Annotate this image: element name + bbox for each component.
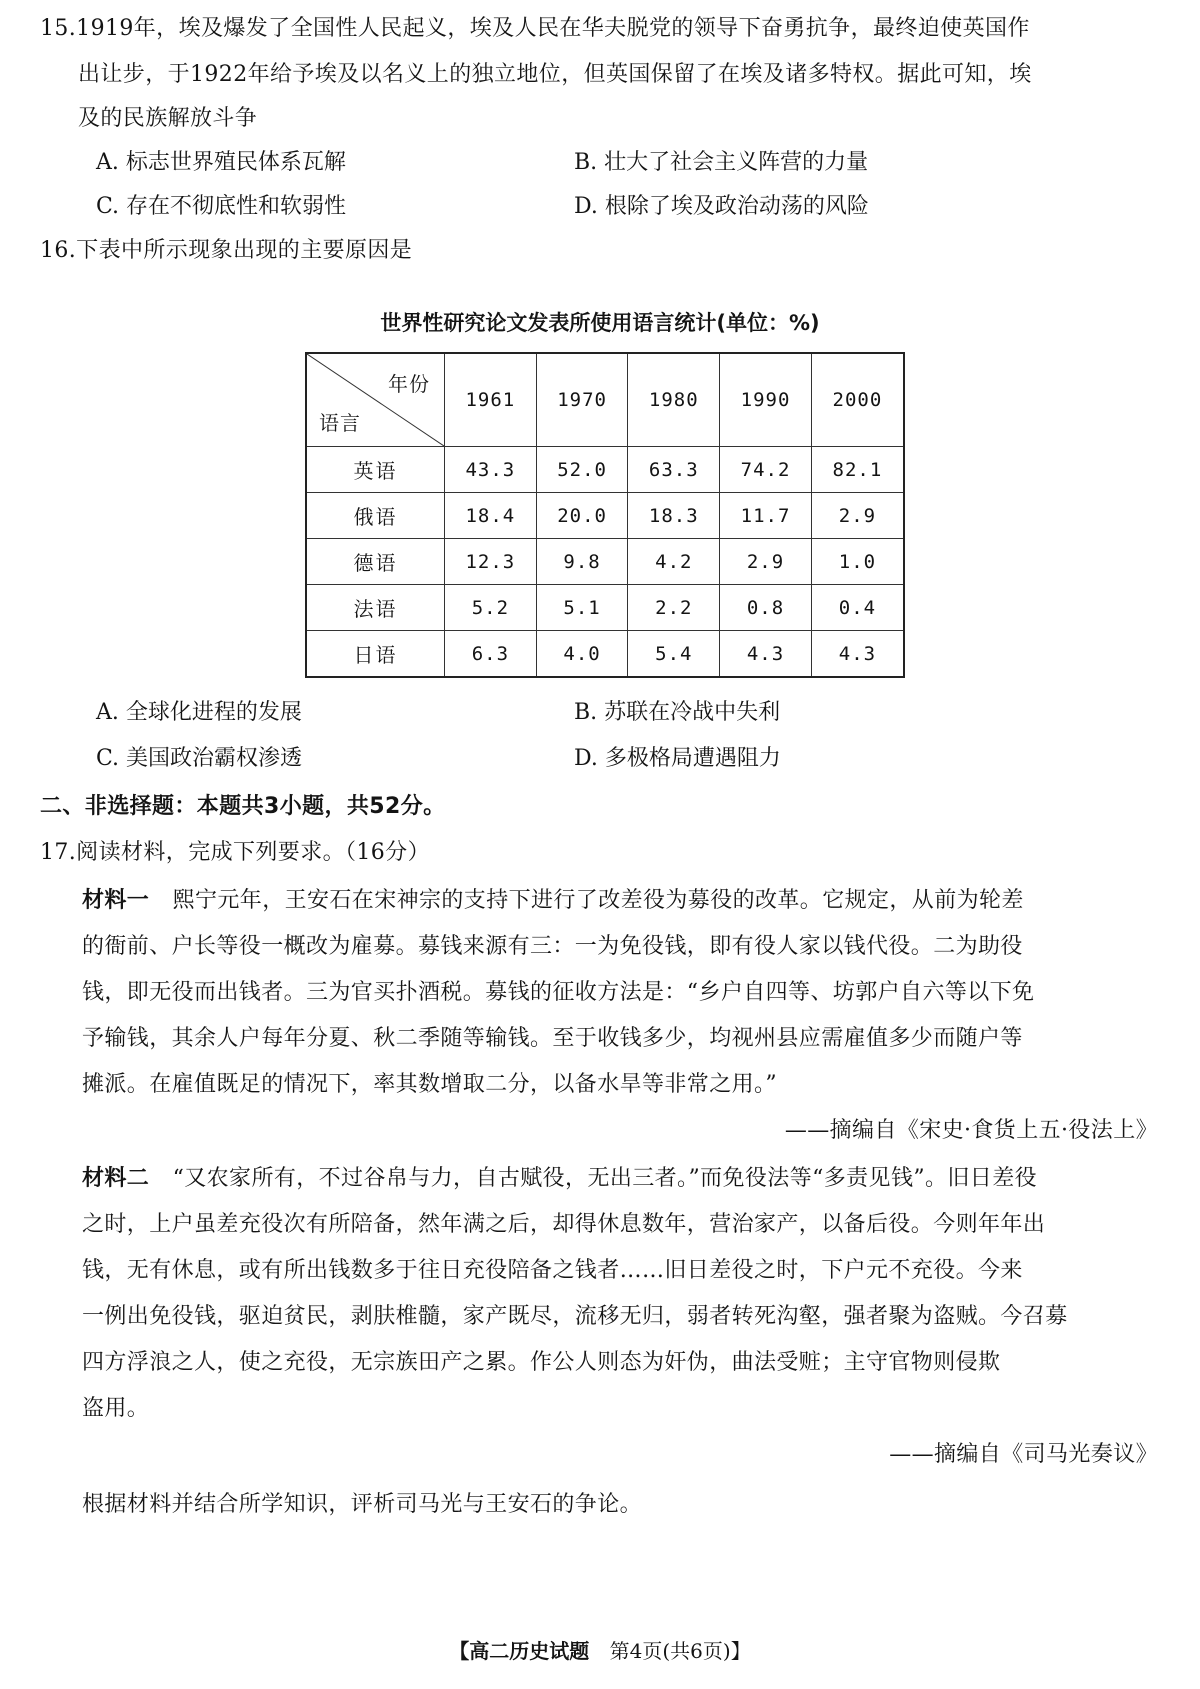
material-2-label: 材料二 — [82, 1166, 150, 1191]
material-1-source: ——摘编自《宋史·食货上五·役法上》 — [784, 1118, 1158, 1143]
language-cell: 英语 — [306, 447, 445, 493]
material-1-label: 材料一 — [82, 888, 150, 913]
value-cell: 63.3 — [628, 447, 720, 493]
q15-line-3: 及的民族解放斗争 — [78, 106, 258, 131]
q16-option-a[interactable]: A. 全球化进程的发展 — [96, 700, 302, 725]
language-cell: 德语 — [306, 539, 445, 585]
q16-option-c[interactable]: C. 美国政治霸权渗透 — [96, 746, 303, 771]
table-row — [306, 447, 904, 493]
q15-line-1: 15.1919年，埃及爆发了全国性人民起义，埃及人民在华夫脱党的领导下奋勇抗争，最终迫使英国作 — [40, 16, 1030, 41]
material-2-line-6: 盗用。 — [82, 1396, 150, 1421]
value-cell: 0.4 — [811, 585, 904, 631]
header-language-label: 语言 — [319, 411, 361, 435]
year-header: 1980 — [628, 353, 720, 447]
value-cell: 5.1 — [536, 585, 628, 631]
value-cell: 18.4 — [445, 493, 537, 539]
table-title: 世界性研究论文发表所使用语言统计(单位：%) — [380, 311, 820, 335]
q16-option-b[interactable]: B. 苏联在冷战中失利 — [574, 700, 781, 725]
material-1-line-2: 的衙前、户长等役一概改为雇募。募钱来源有三：一为免役钱，即有役人家以钱代役。二为助役 — [82, 934, 1023, 959]
q15-option-b[interactable]: B. 壮大了社会主义阵营的力量 — [574, 150, 869, 175]
table-corner-cell — [306, 353, 445, 447]
q15-option-a[interactable]: A. 标志世界殖民体系瓦解 — [96, 150, 346, 175]
table-row — [306, 631, 904, 678]
table-row — [306, 493, 904, 539]
material-2-first-line — [82, 1164, 1037, 1194]
value-cell: 4.3 — [720, 631, 812, 678]
value-cell: 5.2 — [445, 585, 537, 631]
material-2-line-3: 钱，无有休息，或有所出钱数多于往日充役陪备之钱者……旧日差役之时，下户元不充役。今来 — [82, 1258, 1023, 1283]
q17-task: 根据材料并结合所学知识，评析司马光与王安石的争论。 — [82, 1492, 643, 1517]
value-cell: 4.0 — [536, 631, 628, 678]
language-cell: 法语 — [306, 585, 445, 631]
material-1-line-5: 摊派。在雇值既足的情况下，率其数增取二分，以备水旱等非常之用。” — [82, 1072, 778, 1097]
value-cell: 20.0 — [536, 493, 628, 539]
material-1-line-1: 熙宁元年，王安石在宋神宗的支持下进行了改差役为募役的改革。它规定，从前为轮差 — [172, 888, 1024, 913]
material-1-line-3: 钱，即无役而出钱者。三为官买扑酒税。募钱的征收方法是：“乡户自四等、坊郭户自六等以下免 — [82, 980, 1035, 1005]
material-2-line-2: 之时，上户虽差充役次有所陪备，然年满之后，却得休息数年，营治家产，以备后役。今则年年出 — [82, 1212, 1046, 1237]
value-cell: 2.9 — [811, 493, 904, 539]
year-header: 1990 — [720, 353, 812, 447]
value-cell: 18.3 — [628, 493, 720, 539]
page-footer — [0, 1636, 1200, 1666]
value-cell: 4.3 — [811, 631, 904, 678]
footer-page-number: 第4页(共6页)】 — [609, 1639, 751, 1663]
value-cell: 6.3 — [445, 631, 537, 678]
value-cell: 4.2 — [628, 539, 720, 585]
language-cell: 俄语 — [306, 493, 445, 539]
table-row — [306, 539, 904, 585]
year-header: 1970 — [536, 353, 628, 447]
q15-line-2: 出让步，于1922年给予埃及以名义上的独立地位，但英国保留了在埃及诸多特权。据此可知，埃 — [78, 62, 1032, 87]
q15-option-c[interactable]: C. 存在不彻底性和软弱性 — [96, 194, 347, 219]
material-2-line-4: 一例出免役钱，驱迫贫民，剥肤椎髓，家产既尽，流移无归，弱者转死沟壑，强者聚为盗贼。今召募 — [82, 1304, 1068, 1329]
value-cell: 74.2 — [720, 447, 812, 493]
q15-option-d[interactable]: D. 根除了埃及政治动荡的风险 — [574, 194, 869, 219]
value-cell: 2.2 — [628, 585, 720, 631]
material-2-line-1: “又农家所有，不过谷帛与力，自古赋役，无出三者。”而免役法等“多责见钱”。旧日差役 — [172, 1166, 1038, 1191]
language-cell: 日语 — [306, 631, 445, 678]
value-cell: 52.0 — [536, 447, 628, 493]
value-cell: 9.8 — [536, 539, 628, 585]
value-cell: 5.4 — [628, 631, 720, 678]
footer-title: 【高二历史试题 — [449, 1639, 590, 1663]
table-row — [306, 585, 904, 631]
year-header: 2000 — [811, 353, 904, 447]
value-cell: 0.8 — [720, 585, 812, 631]
table-header-row — [306, 353, 904, 447]
value-cell: 43.3 — [445, 447, 537, 493]
value-cell: 12.3 — [445, 539, 537, 585]
q16-option-d[interactable]: D. 多极格局遭遇阻力 — [574, 746, 781, 771]
material-2-line-5: 四方浮浪之人，使之充役，无宗族田产之累。作公人则态为奸伪，曲法受赃；主守官物则侵欺 — [82, 1350, 1001, 1375]
header-year-label: 年份 — [388, 372, 430, 396]
value-cell: 11.7 — [720, 493, 812, 539]
section-2-heading: 二、非选择题：本题共3小题，共52分。 — [40, 794, 446, 819]
material-2-source: ——摘编自《司马光奏议》 — [889, 1442, 1158, 1467]
q16-stem: 16.下表中所示现象出现的主要原因是 — [40, 238, 413, 263]
q17-stem: 17.阅读材料，完成下列要求。（16分） — [40, 840, 430, 865]
value-cell: 82.1 — [811, 447, 904, 493]
material-1-first-line — [82, 886, 1024, 916]
value-cell: 1.0 — [811, 539, 904, 585]
language-stats-table — [305, 352, 905, 678]
value-cell: 2.9 — [720, 539, 812, 585]
year-header: 1961 — [445, 353, 537, 447]
material-1-line-4: 予输钱，其余人户每年分夏、秋二季随等输钱。至于收钱多少，均视州县应需雇值多少而随户等 — [82, 1026, 1023, 1051]
